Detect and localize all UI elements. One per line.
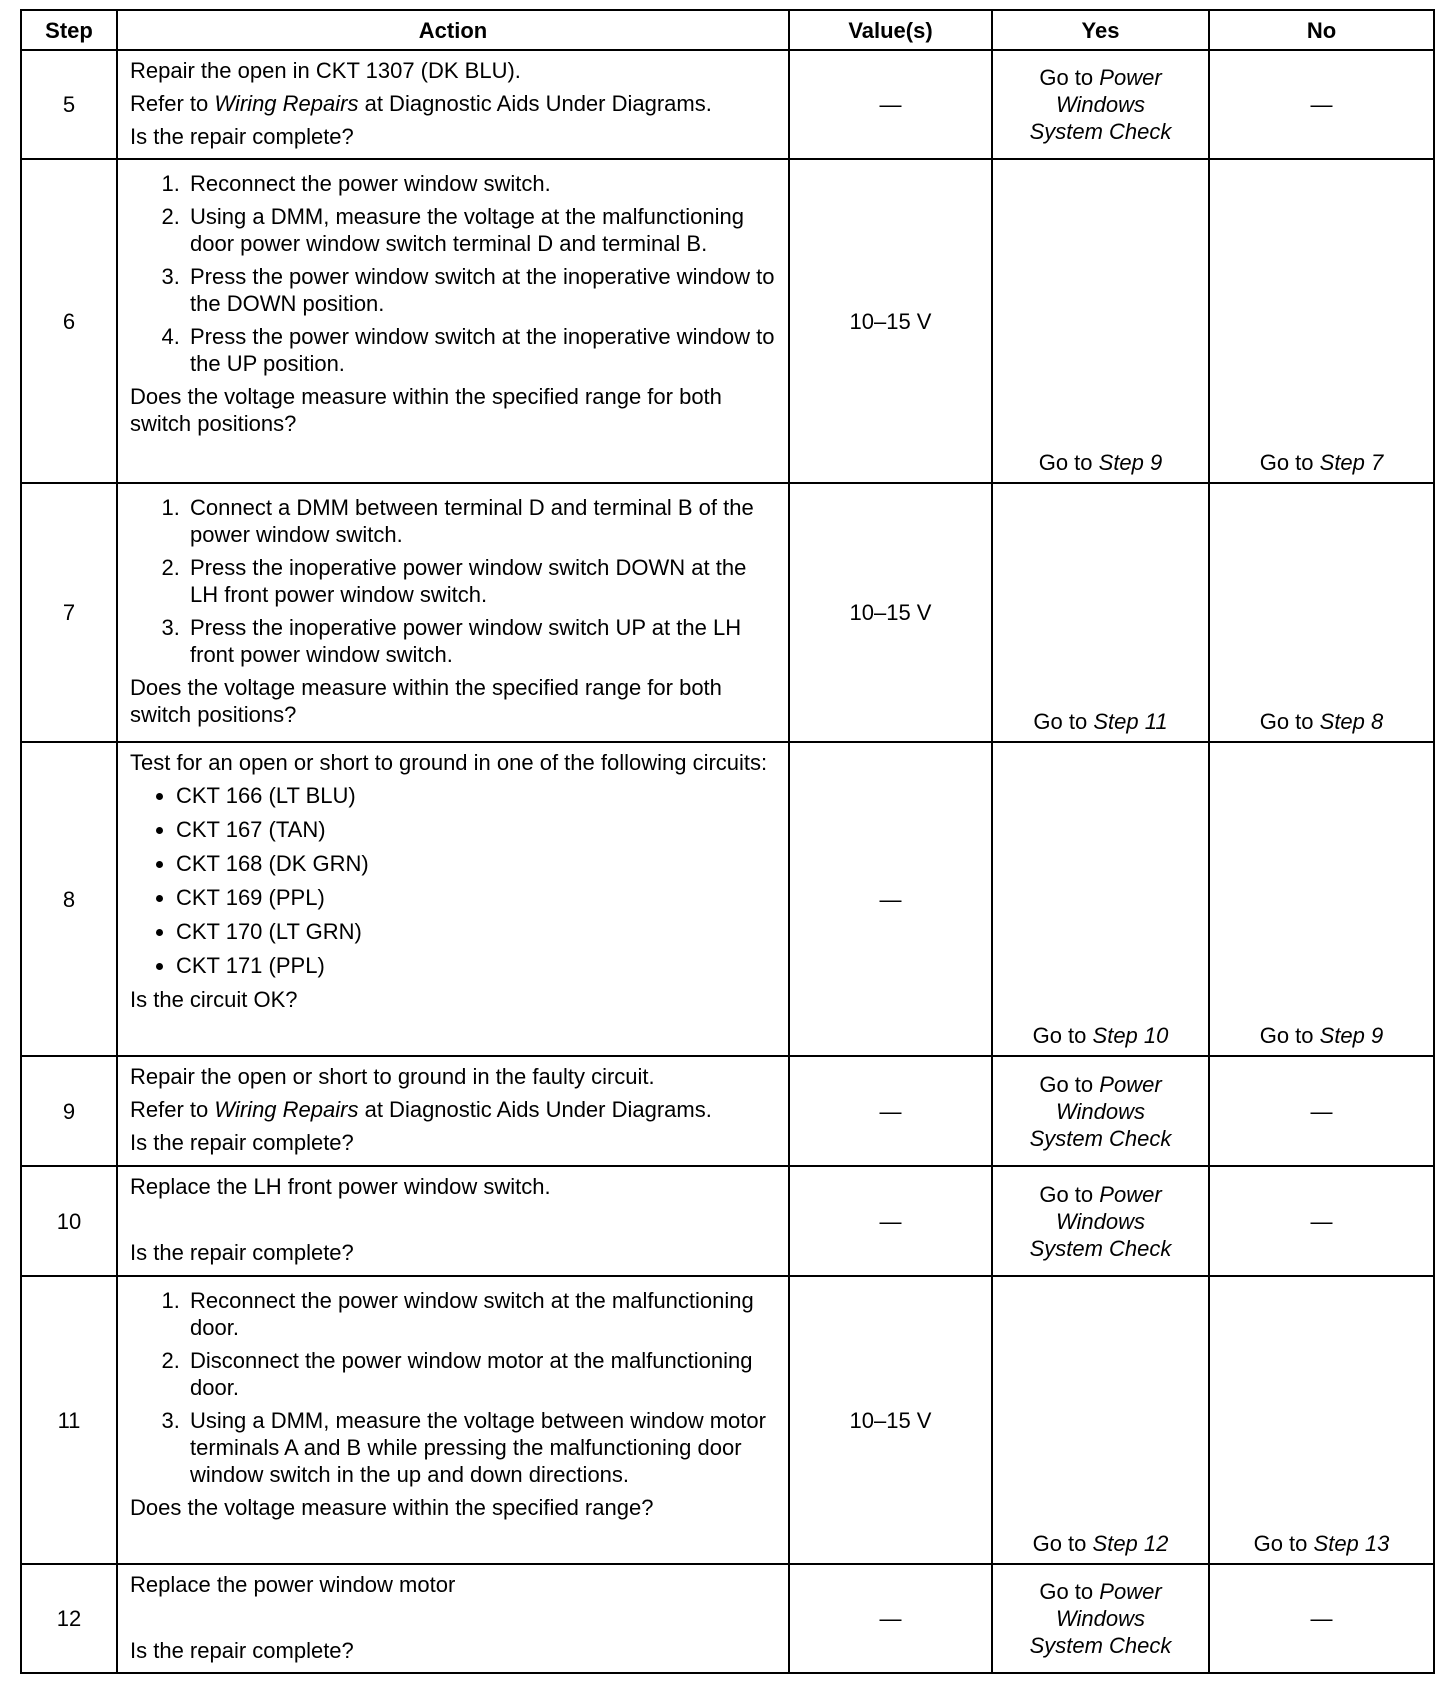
list-item: 2. Disconnect the power window motor at the malfunctioning door. bbox=[186, 1347, 778, 1401]
header-row bbox=[21, 10, 1434, 50]
action-text: Repair the open in CKT 1307 (DK BLU). bbox=[130, 58, 521, 83]
question-text: Is the repair complete? bbox=[130, 1130, 354, 1155]
header-step: Step bbox=[21, 10, 117, 50]
action-text: Repair the open or short to ground in the faulty circuit. bbox=[130, 1064, 655, 1089]
question-text: Is the repair complete? bbox=[130, 124, 354, 149]
table-row bbox=[21, 159, 1434, 483]
list-item: 1. Reconnect the power window switch. bbox=[186, 170, 778, 197]
list-item: 1. Connect a DMM between terminal D and terminal B of the power window switch. bbox=[186, 494, 778, 548]
action-cell bbox=[117, 483, 789, 742]
header-action: Action bbox=[117, 10, 789, 50]
list-item: 3. Using a DMM, measure the voltage between window motor terminals A and B while pressing the malfunctioning door window switch in the up and down directions. bbox=[186, 1407, 778, 1488]
yes-cell: Go to Power Windows System Check bbox=[992, 1166, 1209, 1276]
step-number: 10 bbox=[21, 1166, 117, 1276]
no-cell: Go to Step 13 bbox=[1209, 1276, 1434, 1564]
no-cell: Go to Step 7 bbox=[1209, 159, 1434, 483]
procedure-list bbox=[130, 494, 778, 668]
step-number: 8 bbox=[21, 742, 117, 1056]
action-cell bbox=[117, 1056, 789, 1166]
header-yes: Yes bbox=[992, 10, 1209, 50]
value-cell: 10–15 V bbox=[789, 1276, 992, 1564]
list-item: • CKT 168 (DK GRN) bbox=[176, 850, 778, 877]
question-text: Is the circuit OK? bbox=[130, 987, 298, 1012]
table-row bbox=[21, 742, 1434, 1056]
refer-text: Refer to Wiring Repairs at Diagnostic Aids Under Diagrams. bbox=[130, 91, 712, 116]
procedure-list bbox=[130, 170, 778, 377]
action-cell bbox=[117, 159, 789, 483]
question-text: Does the voltage measure within the specified range for both switch positions? bbox=[130, 675, 722, 727]
action-text: Replace the LH front power window switch. bbox=[130, 1174, 551, 1199]
list-item: 3. Press the inoperative power window switch UP at the LH front power window switch. bbox=[186, 614, 778, 668]
spacer bbox=[130, 1604, 778, 1637]
value-cell: 10–15 V bbox=[789, 483, 992, 742]
yes-cell: Go to Step 10 bbox=[992, 742, 1209, 1056]
question-text: Is the repair complete? bbox=[130, 1638, 354, 1663]
header-no: No bbox=[1209, 10, 1434, 50]
action-text: Test for an open or short to ground in one of the following circuits: bbox=[130, 750, 768, 775]
refer-text: Refer to Wiring Repairs at Diagnostic Aids Under Diagrams. bbox=[130, 1097, 712, 1122]
question-text: Does the voltage measure within the specified range for both switch positions? bbox=[130, 384, 722, 436]
yes-cell: Go to Power Windows System Check bbox=[992, 1056, 1209, 1166]
no-cell: — bbox=[1209, 50, 1434, 159]
step-number: 11 bbox=[21, 1276, 117, 1564]
list-item: • CKT 170 (LT GRN) bbox=[176, 918, 778, 945]
list-item: • CKT 166 (LT BLU) bbox=[176, 782, 778, 809]
value-cell: — bbox=[789, 1056, 992, 1166]
yes-cell: Go to Power Windows System Check bbox=[992, 50, 1209, 159]
step-number: 9 bbox=[21, 1056, 117, 1166]
step-number: 5 bbox=[21, 50, 117, 159]
action-text: Replace the power window motor bbox=[130, 1572, 456, 1597]
yes-cell: Go to Power Windows System Check bbox=[992, 1564, 1209, 1673]
list-item: 2. Using a DMM, measure the voltage at the malfunctioning door power window switch terminal D and terminal B. bbox=[186, 203, 778, 257]
question-text: Does the voltage measure within the specified range? bbox=[130, 1495, 654, 1520]
list-item: • CKT 169 (PPL) bbox=[176, 884, 778, 911]
table-row bbox=[21, 1564, 1434, 1673]
step-number: 6 bbox=[21, 159, 117, 483]
value-cell: 10–15 V bbox=[789, 159, 992, 483]
action-cell bbox=[117, 1276, 789, 1564]
list-item: • CKT 171 (PPL) bbox=[176, 952, 778, 979]
step-number: 7 bbox=[21, 483, 117, 742]
spacer bbox=[130, 1206, 778, 1239]
no-cell: — bbox=[1209, 1166, 1434, 1276]
table-row bbox=[21, 1166, 1434, 1276]
list-item: 2. Press the inoperative power window switch DOWN at the LH front power window switch. bbox=[186, 554, 778, 608]
yes-cell: Go to Step 11 bbox=[992, 483, 1209, 742]
no-cell: — bbox=[1209, 1056, 1434, 1166]
list-item: • CKT 167 (TAN) bbox=[176, 816, 778, 843]
value-cell: — bbox=[789, 1564, 992, 1673]
value-cell: — bbox=[789, 1166, 992, 1276]
value-cell: — bbox=[789, 50, 992, 159]
question-text: Is the repair complete? bbox=[130, 1240, 354, 1265]
no-cell: — bbox=[1209, 1564, 1434, 1673]
list-item: 1. Reconnect the power window switch at the malfunctioning door. bbox=[186, 1287, 778, 1341]
yes-cell: Go to Step 9 bbox=[992, 159, 1209, 483]
action-cell bbox=[117, 50, 789, 159]
action-cell bbox=[117, 1564, 789, 1673]
list-item: 3. Press the power window switch at the inoperative window to the DOWN position. bbox=[186, 263, 778, 317]
procedure-list bbox=[130, 1287, 778, 1488]
header-values: Value(s) bbox=[789, 10, 992, 50]
table-row bbox=[21, 1056, 1434, 1166]
value-cell: — bbox=[789, 742, 992, 1056]
table-row bbox=[21, 50, 1434, 159]
table-row bbox=[21, 1276, 1434, 1564]
no-cell: Go to Step 9 bbox=[1209, 742, 1434, 1056]
step-number: 12 bbox=[21, 1564, 117, 1673]
action-cell bbox=[117, 742, 789, 1056]
action-cell bbox=[117, 1166, 789, 1276]
table-row bbox=[21, 483, 1434, 742]
no-cell: Go to Step 8 bbox=[1209, 483, 1434, 742]
yes-cell: Go to Step 12 bbox=[992, 1276, 1209, 1564]
circuit-list bbox=[130, 782, 778, 979]
list-item: 4. Press the power window switch at the inoperative window to the UP position. bbox=[186, 323, 778, 377]
diagnostic-table bbox=[20, 9, 1435, 1674]
